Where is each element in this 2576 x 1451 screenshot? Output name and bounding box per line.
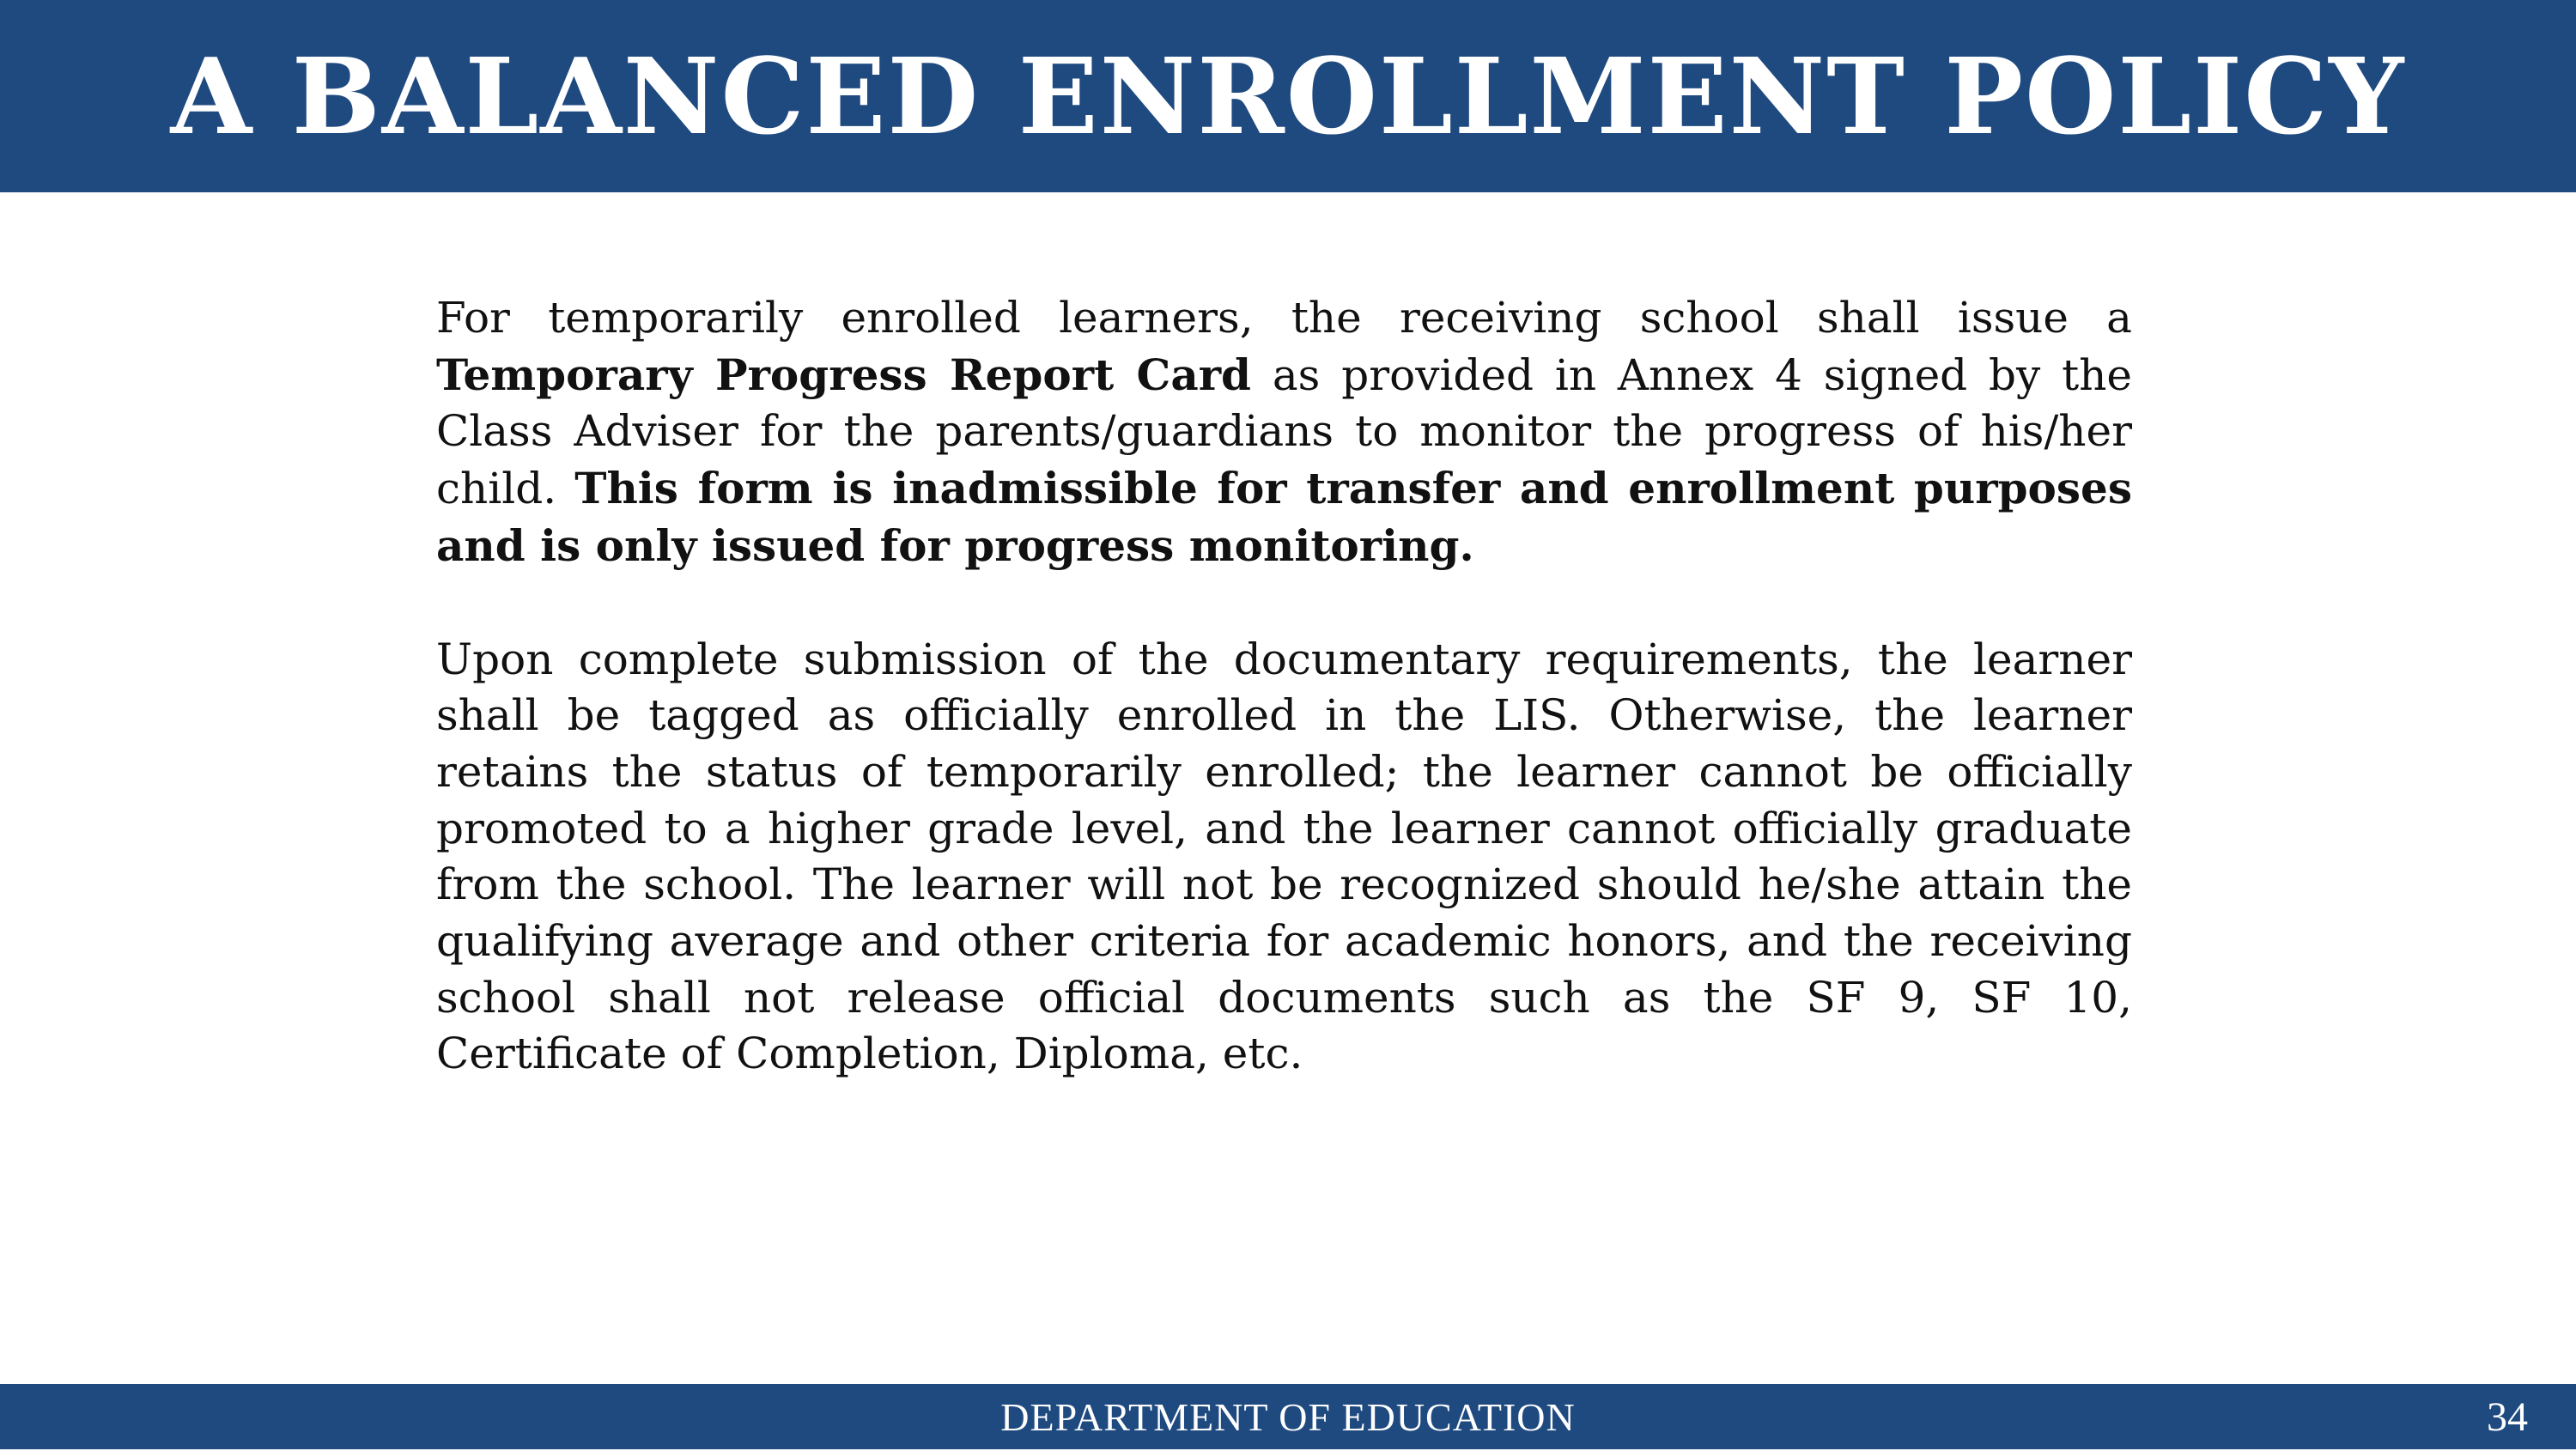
- page-number: 34: [2487, 1394, 2528, 1440]
- footer-bar: [0, 1384, 2576, 1449]
- paragraph-temporary-report-card: [436, 290, 2132, 575]
- paragraph1-text-1: For temporarily enrolled learners, the receiving school shall issue a: [436, 293, 2132, 343]
- paragraph1-bold-report-card: Temporary Progress Report Card: [436, 349, 1252, 400]
- slide-content: [436, 290, 2132, 1083]
- header-bar: [0, 0, 2576, 192]
- paragraph-official-enrollment: Upon complete submission of the documentary requirements, the learner shall be tagged as officially enrolled in the LIS. Otherwise, the learner retains the status of temporarily enrolled; the learner cannot be officially promoted to a higher grade level, and the learner cannot officially graduate from the school. The learner will not be recognized should he/she attain the qualifying average and other criteria for academic honors, and the receiving school shall not release official documents such as the SF 9, SF 10, Certificate of Completion, Diploma, etc.: [436, 634, 2132, 1079]
- footer-organization: DEPARTMENT OF EDUCATION: [1000, 1395, 1576, 1439]
- paragraph1-text-2: as provided in Annex 4 signed by the Class Adviser for the parents/guardians to monitor the progress of his/her child.: [436, 349, 2133, 514]
- slide-title: A BALANCED ENROLLMENT POLICY: [170, 34, 2406, 158]
- paragraph1-bold-inadmissible-note: This form is inadmissible for transfer and enrollment purposes and is only issued for progress monitoring.: [436, 463, 2133, 571]
